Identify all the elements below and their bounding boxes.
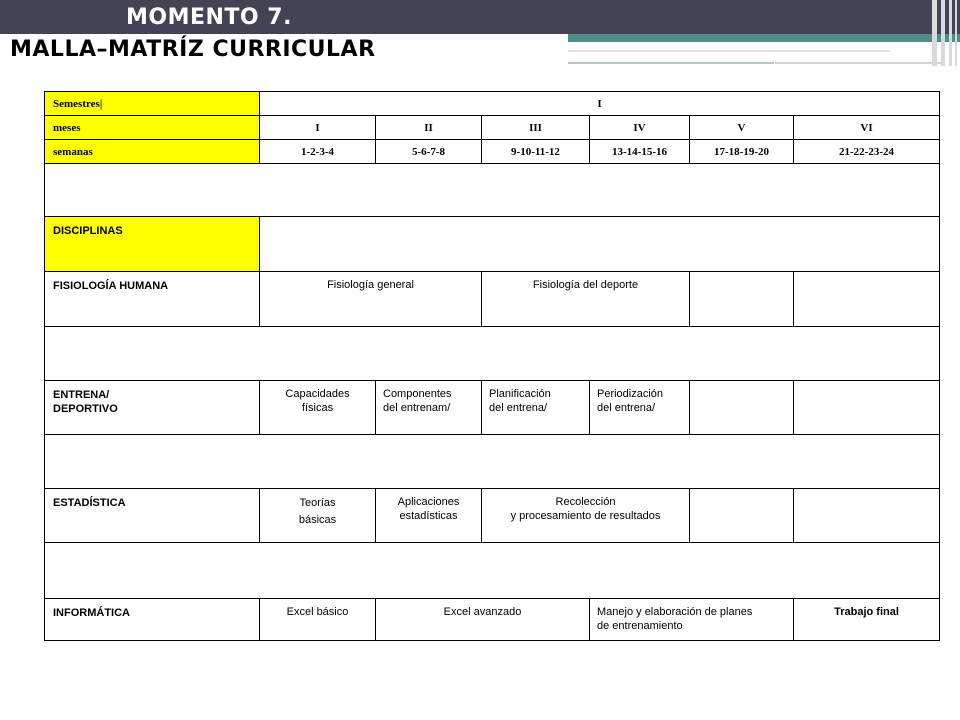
empty-cell xyxy=(794,272,940,327)
empty-cell xyxy=(690,489,794,543)
spacer-cell xyxy=(45,164,940,217)
semana-cell: 5-6-7-8 xyxy=(376,140,482,164)
course-cell: Fisiología del deporte xyxy=(482,272,690,327)
mes-cell: VI xyxy=(794,116,940,140)
slide-title: MOMENTO 7. xyxy=(126,5,292,30)
course-cell xyxy=(376,381,482,435)
course-line: del entrenam/ xyxy=(383,402,451,414)
course-line: y procesamiento de resultados xyxy=(510,510,661,522)
curriculum-table xyxy=(44,91,940,641)
table-row-spacer xyxy=(45,543,940,599)
discipline-name: INFORMÁTICA xyxy=(45,599,260,641)
meses-label: meses xyxy=(45,116,260,140)
semana-cell: 13-14-15-16 xyxy=(590,140,690,164)
table-row-fisiologia xyxy=(45,272,940,327)
spacer-cell xyxy=(45,543,940,599)
semana-cell: 1-2-3-4 xyxy=(260,140,376,164)
course-line: Planificación xyxy=(489,388,551,400)
table-row-estadistica xyxy=(45,489,940,543)
discipline-name-line: DEPORTIVO xyxy=(53,403,118,415)
table-row-entrena xyxy=(45,381,940,435)
discipline-name: ESTADÍSTICA xyxy=(45,489,260,543)
discipline-name-line: ENTRENA/ xyxy=(53,389,110,401)
course-line: Periodización xyxy=(597,388,664,400)
decorative-line xyxy=(775,62,945,64)
course-line: Componentes xyxy=(383,388,452,400)
disciplinas-label: DISCIPLINAS xyxy=(45,217,260,272)
course-line: de entrenamiento xyxy=(597,620,683,632)
mes-cell: III xyxy=(482,116,590,140)
spacer-cell xyxy=(45,327,940,381)
course-cell: Trabajo final xyxy=(794,599,940,641)
empty-cell xyxy=(794,489,940,543)
discipline-name xyxy=(45,381,260,435)
spacer-cell xyxy=(45,435,940,489)
table-row-meses xyxy=(45,116,940,140)
course-line: Recolección xyxy=(555,496,616,508)
course-line: del entrena/ xyxy=(597,402,656,414)
table-row-spacer xyxy=(45,327,940,381)
table-row-informatica xyxy=(45,599,940,641)
course-cell xyxy=(376,489,482,543)
table-row-disciplinas xyxy=(45,217,940,272)
decorative-line xyxy=(568,62,774,64)
semanas-label: semanas xyxy=(45,140,260,164)
course-cell xyxy=(482,381,590,435)
course-cell: Excel avanzado xyxy=(376,599,590,641)
course-line: básicas xyxy=(298,514,337,526)
table-row-semestres xyxy=(45,92,940,116)
decorative-stripes xyxy=(930,0,960,66)
course-line: físicas xyxy=(301,402,334,414)
table-row-spacer xyxy=(45,435,940,489)
course-line: Teorías xyxy=(299,497,336,509)
semana-cell: 17-18-19-20 xyxy=(690,140,794,164)
empty-cell xyxy=(690,381,794,435)
mes-cell: I xyxy=(260,116,376,140)
empty-cell xyxy=(690,272,794,327)
course-cell xyxy=(590,599,794,641)
course-cell xyxy=(260,381,376,435)
discipline-name: FISIOLOGÍA HUMANA xyxy=(45,272,260,327)
mes-cell: V xyxy=(690,116,794,140)
course-line: Capacidades xyxy=(285,388,350,400)
course-line: estadísticas xyxy=(399,510,458,522)
table-row-semanas xyxy=(45,140,940,164)
empty-cell xyxy=(794,381,940,435)
course-cell xyxy=(482,489,690,543)
decorative-line xyxy=(568,50,890,52)
course-cell xyxy=(590,381,690,435)
course-cell: Fisiología general xyxy=(260,272,482,327)
mes-cell: II xyxy=(376,116,482,140)
course-cell: Excel básico xyxy=(260,599,376,641)
slide-subtitle: MALLA–MATRÍZ CURRICULAR xyxy=(10,37,376,62)
mes-cell: IV xyxy=(590,116,690,140)
semana-cell: 21-22-23-24 xyxy=(794,140,940,164)
table-row-spacer xyxy=(45,164,940,217)
semana-cell: 9-10-11-12 xyxy=(482,140,590,164)
course-line: Manejo y elaboración de planes xyxy=(597,606,753,618)
course-line: Aplicaciones xyxy=(397,496,460,508)
course-cell xyxy=(260,489,376,543)
empty-cell xyxy=(260,217,940,272)
course-line: del entrena/ xyxy=(489,402,548,414)
semestre-value: I xyxy=(260,92,940,116)
semestres-label: Semestres| xyxy=(45,92,260,116)
